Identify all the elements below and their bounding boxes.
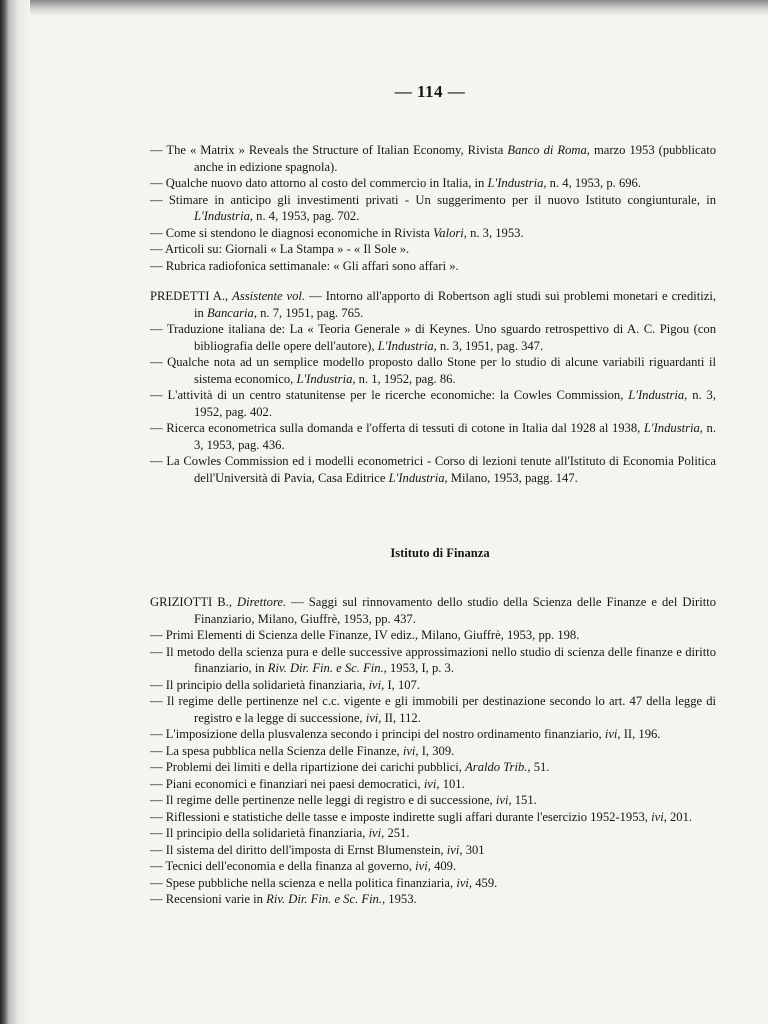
bibliography-entry: — Il metodo della scienza pura e delle successive approssimazioni nello studio di scienza delle finanze e diritto finanziario, in Riv. Dir. Fin. e Sc. Fin., 1953, I, p. 3. (150, 644, 716, 675)
section-3 (150, 594, 716, 908)
bibliography-entry: — Stimare in anticipo gli investimenti privati - Un suggerimento per il nuovo Istituto congiunturale, in L'Industria, n. 4, 1953, pag. 702. (150, 192, 716, 223)
bibliography-entry: — Traduzione italiana de: La « Teoria Generale » di Keynes. Uno sguardo retrospettivo di A. C. Pigou (con bibliografia delle opere dell'autore), L'Industria, n. 3, 1951, pag. 347. (150, 322, 716, 353)
bibliography-entry: — The « Matrix » Reveals the Structure of Italian Economy, Rivista Banco di Roma, marzo 1953 (pubblicato anche in edizione spagnola). (150, 143, 716, 174)
bibliography-entry: — Articoli su: Giornali « La Stampa » - « Il Sole ». (150, 242, 410, 256)
bibliography-entry: — Come si stendono le diagnosi economiche in Rivista Valori, n. 3, 1953. (150, 225, 524, 240)
page-number: — 114 — (394, 82, 466, 101)
bibliography-entry: — Il principio della solidarietà finanziaria, ivi, 251. (150, 826, 410, 840)
section-1 (150, 142, 716, 274)
bibliography-entry: — Primi Elementi di Scienza delle Finanze, IV ediz., Milano, Giuffrè, 1953, pp. 198. (150, 628, 580, 642)
scan-top-edge (0, 0, 768, 16)
bibliography-entry: — La spesa pubblica nella Scienza delle Finanze, ivi, I, 309. (150, 743, 455, 758)
bibliography-entry: — Qualche nuovo dato attorno al costo del commercio in Italia, in L'Industria, n. 4, 1953, p. 696. (150, 176, 641, 190)
author-entry: PREDETTI A., Assistente vol. — Intorno all'apporto di Robertson agli studi sui problemi monetari e creditizi, in Bancaria, n. 7, 1951, pag. 765. (150, 289, 716, 320)
bibliography-entry: — Il principio della solidarietà finanziaria, ivi, I, 107. (150, 677, 420, 692)
bibliography-entry: — Tecnici dell'economia e della finanza al governo, ivi, 409. (150, 859, 457, 873)
bibliography-entry: — Il regime delle pertinenze nelle leggi di registro e di successione, ivi, 151. (150, 793, 537, 807)
bibliography-entry: — Recensioni varie in Riv. Dir. Fin. e Sc. Fin., 1953. (150, 892, 417, 906)
bibliography-entry: — Il sistema del diritto dell'imposta di Ernst Blumenstein, ivi, 301 (150, 842, 485, 857)
section-heading: Istituto di Finanza (390, 546, 490, 560)
bibliography-entry: — Qualche nota ad un semplice modello proposto dallo Stone per lo studio di alcune variabili riguardanti il sistema economico, L'Industria, n. 1, 1952, pag. 86. (150, 355, 716, 386)
bibliography-entry: — Piani economici e finanziari nei paesi democratici, ivi, 101. (150, 776, 465, 791)
bibliography-entry: — L'imposizione della plusvalenza secondo i principi del nostro ordinamento finanziario, ivi, II, 196. (150, 727, 661, 741)
bibliography-entry: — Spese pubbliche nella scienza e nella politica finanziaria, ivi, 459. (150, 875, 498, 890)
scan-binding-edge (0, 0, 30, 1024)
bibliography-entry: — Rubrica radiofonica settimanale: « Gli affari sono affari ». (150, 258, 459, 273)
bibliography-entry: — Problemi dei limiti e della ripartizione dei carichi pubblici, Araldo Trib., 51. (150, 760, 550, 774)
bibliography-entry: — Il regime delle pertinenze nel c.c. vigente e gli immobili per destinazione secondo lo art. 47 della legge di registro e la legge di successione, ivi, II, 112. (150, 694, 716, 725)
section-2 (150, 288, 716, 486)
bibliography-entry: — Ricerca econometrica sulla domanda e l'offerta di tessuti di cotone in Italia dal 1928 al 1938, L'Industria, n. 3, 1953, pag. 436. (150, 421, 716, 452)
bibliography-entry: — La Cowles Commission ed i modelli econometrici - Corso di lezioni tenute all'Istituto di Economia Politica dell'Università di Pavia, Casa Editrice L'Industria, Milano, 1953, pagg. 147. (150, 454, 716, 485)
author-entry: GRIZIOTTI B., Direttore. — Saggi sul rinnovamento dello studio della Scienza delle Finanze e del Diritto Finanziario, Milano, Giuffrè, 1953, pp. 437. (150, 595, 717, 626)
bibliography-entry: — Riflessioni e statistiche delle tasse e imposte indirette sugli affari durante l'esercizio 1952-1953, ivi, 201. (150, 809, 693, 824)
bibliography-entry: — L'attività di un centro statunitense per le ricerche economiche: la Cowles Commission, L'Industria, n. 3, 1952, pag. 402. (150, 388, 716, 419)
